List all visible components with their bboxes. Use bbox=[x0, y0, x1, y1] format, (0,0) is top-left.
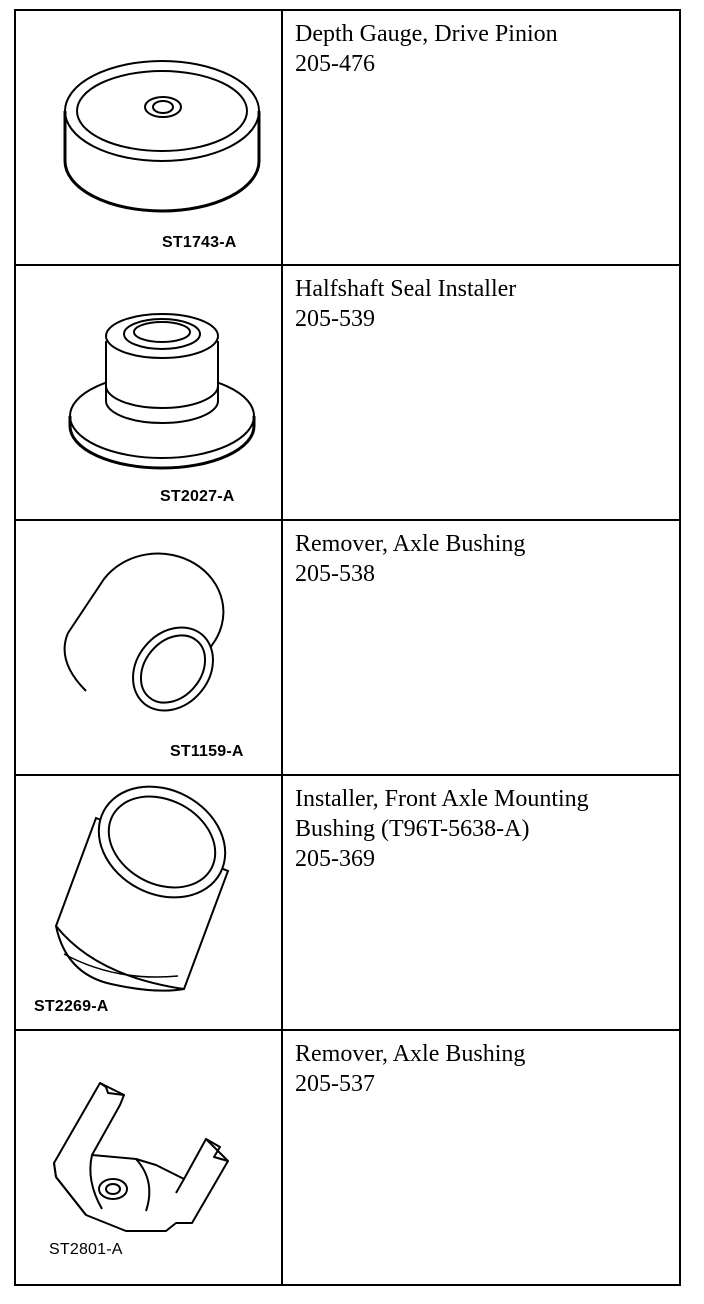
tool-code: ST1159-A bbox=[170, 743, 244, 760]
tool-description-cell bbox=[282, 265, 680, 520]
tool-row bbox=[15, 1030, 680, 1285]
tool-row bbox=[15, 265, 680, 520]
tool-name: Depth Gauge, Drive Pinion bbox=[295, 21, 558, 47]
tool-illustration-cell bbox=[15, 10, 282, 265]
tool-row bbox=[15, 520, 680, 775]
tool-description-cell bbox=[282, 1030, 680, 1285]
tool-description-cell bbox=[282, 775, 680, 1030]
tool-number: 205-476 bbox=[295, 51, 375, 77]
tool-row bbox=[15, 10, 680, 265]
tool-illustration-cell bbox=[15, 1030, 282, 1285]
mounting-bushing-installer-illustration bbox=[16, 776, 283, 1031]
tool-name: Halfshaft Seal Installer bbox=[295, 276, 517, 302]
tool-number: 205-369 bbox=[295, 846, 375, 872]
tool-number: 205-538 bbox=[295, 561, 375, 587]
tool-illustration-cell bbox=[15, 520, 282, 775]
tool-row bbox=[15, 775, 680, 1030]
tool-code: ST2801-A bbox=[49, 1241, 123, 1258]
axle-bushing-remover-illustration bbox=[16, 521, 283, 776]
tool-number: 205-539 bbox=[295, 306, 375, 332]
tool-name: Remover, Axle Bushing bbox=[295, 531, 526, 557]
depth-gauge-illustration bbox=[16, 11, 283, 266]
tool-name-line-1: Installer, Front Axle Mounting bbox=[295, 786, 589, 812]
tool-illustration-cell bbox=[15, 265, 282, 520]
tool-code: ST1743-A bbox=[162, 234, 237, 251]
tool-code: ST2027-A bbox=[160, 488, 235, 505]
special-tools-table bbox=[14, 9, 681, 1286]
tool-number: 205-537 bbox=[295, 1071, 375, 1097]
tool-code: ST2269-A bbox=[34, 998, 109, 1015]
tool-name: Remover, Axle Bushing bbox=[295, 1041, 526, 1067]
tool-description-cell bbox=[282, 520, 680, 775]
seal-installer-illustration bbox=[16, 266, 283, 521]
tool-illustration-cell bbox=[15, 775, 282, 1030]
tool-description-cell bbox=[282, 10, 680, 265]
tool-name-line-2: Bushing (T96T-5638-A) bbox=[295, 816, 530, 842]
